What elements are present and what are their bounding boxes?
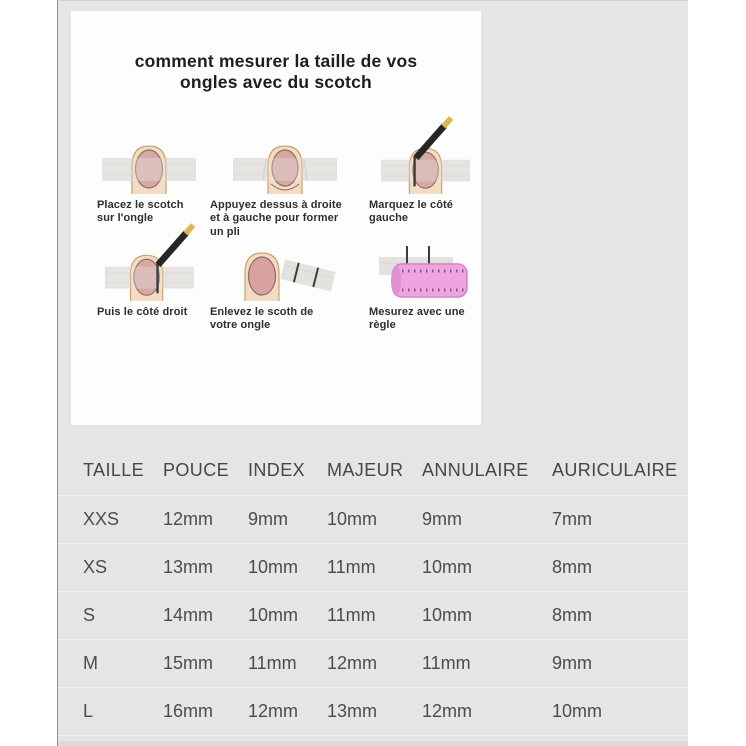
index-value: 10mm — [248, 605, 299, 625]
pouce-value: 16mm — [163, 701, 214, 721]
step-caption: Puis le côté droit — [97, 305, 188, 318]
instruction-step-5 — [210, 237, 360, 358]
pouce-value: 15mm — [163, 653, 214, 673]
step-caption: Mesurez avec une règle — [369, 305, 465, 332]
column-header-taille: TAILLE — [83, 460, 145, 480]
instruction-step-3 — [369, 116, 481, 237]
size-label: XXS — [83, 509, 120, 529]
column-header-auriculaire: AURICULAIRE — [552, 460, 678, 480]
step-caption: Marquez le côté gauche — [369, 198, 454, 225]
annulaire-value: 10mm — [422, 557, 473, 577]
auriculaire-value: 10mm — [552, 701, 603, 721]
majeur-value: 12mm — [327, 653, 378, 673]
finger-tape-pressed-icon — [210, 116, 360, 194]
index-value: 9mm — [248, 509, 288, 529]
pen-marking-left-side-icon — [369, 116, 481, 194]
instruction-step-2 — [210, 116, 360, 237]
annulaire-value: 10mm — [422, 605, 473, 625]
pouce-value: 14mm — [163, 605, 214, 625]
majeur-value: 10mm — [327, 509, 378, 529]
table-row-xs — [58, 544, 688, 592]
pouce-value: 12mm — [163, 509, 214, 529]
size-label: M — [83, 653, 98, 673]
column-header-pouce: POUCE — [163, 460, 230, 480]
size-label: L — [83, 701, 94, 721]
instruction-step-1 — [97, 116, 201, 237]
majeur-value: 11mm — [327, 605, 376, 625]
size-table-header-row — [58, 446, 688, 496]
table-row-s — [58, 592, 688, 640]
step-caption: Placez le scotch sur l'ongle — [97, 198, 184, 225]
tape-on-ruler-icon — [369, 237, 481, 301]
index-value: 12mm — [248, 701, 299, 721]
auriculaire-value: 8mm — [552, 557, 592, 577]
annulaire-value: 11mm — [422, 653, 471, 673]
tape-removed-from-nail-icon — [210, 237, 360, 301]
index-value: 11mm — [248, 653, 297, 673]
auriculaire-value: 7mm — [552, 509, 592, 529]
instruction-image-card — [71, 11, 481, 425]
majeur-value: 11mm — [327, 557, 376, 577]
instruction-step-6 — [369, 237, 481, 358]
column-header-annulaire: ANNULAIRE — [422, 460, 529, 480]
pouce-value: 13mm — [163, 557, 214, 577]
column-header-majeur: MAJEUR — [327, 460, 404, 480]
annulaire-value: 9mm — [422, 509, 462, 529]
auriculaire-value: 8mm — [552, 605, 592, 625]
index-value: 10mm — [248, 557, 299, 577]
size-label: XS — [83, 557, 108, 577]
instruction-title: comment mesurer la taille de vos ongles avec du scotch — [134, 51, 418, 93]
step-caption: Enlevez le scoth de votre ongle — [210, 305, 314, 332]
step-caption: Appuyez dessus à droite et à gauche pour former un pli — [210, 198, 342, 238]
table-row-m — [58, 640, 688, 688]
table-row-xxs — [58, 496, 688, 544]
size-label: S — [83, 605, 96, 625]
finger-with-tape-icon — [97, 116, 201, 194]
column-header-index: INDEX — [248, 460, 306, 480]
pen-marking-right-side-icon — [97, 237, 201, 301]
next-row-cutoff-strip — [58, 741, 688, 746]
size-table — [58, 446, 688, 736]
auriculaire-value: 9mm — [552, 653, 592, 673]
instruction-steps-grid — [71, 116, 481, 358]
annulaire-value: 12mm — [422, 701, 473, 721]
instruction-step-4 — [97, 237, 201, 358]
table-row-l — [58, 688, 688, 736]
majeur-value: 13mm — [327, 701, 378, 721]
